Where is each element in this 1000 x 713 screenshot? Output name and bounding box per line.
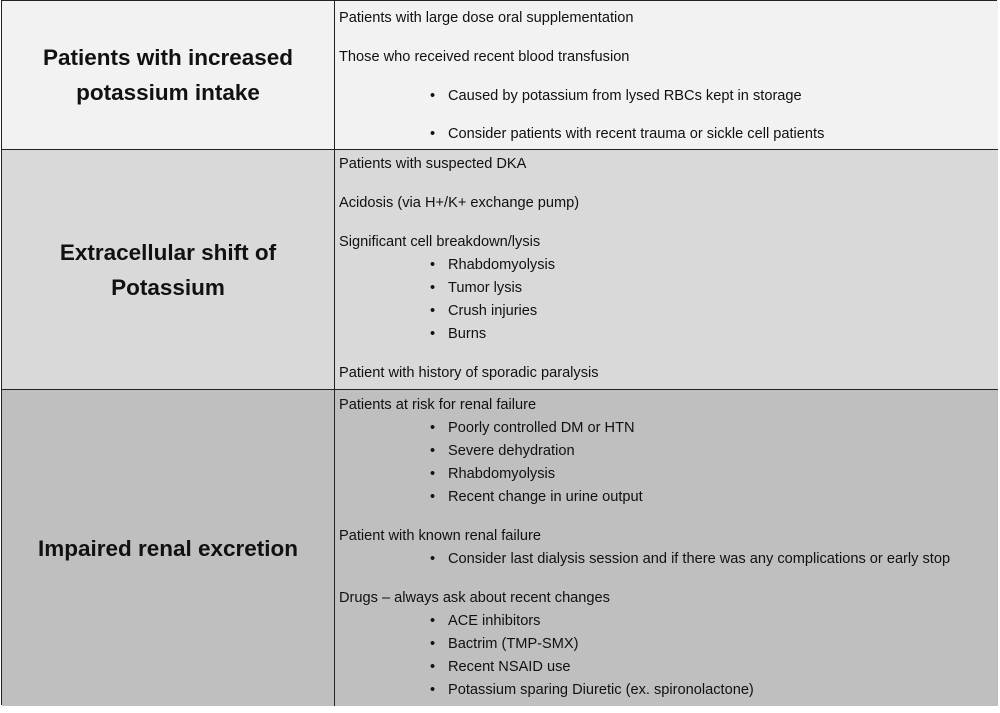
- category-cell: Patients with increased potassium intake: [2, 1, 335, 149]
- table-row-renal-excretion: [2, 390, 998, 706]
- bullet-item: • Severe dehydration: [430, 443, 575, 459]
- bullet-glyph: •: [430, 551, 436, 567]
- detail-item: Patients with large dose oral supplementation: [339, 10, 634, 26]
- bullet-item: • Potassium sparing Diuretic (ex. spironolactone): [430, 682, 754, 698]
- bullet-glyph: •: [430, 466, 436, 482]
- bullet-glyph: •: [430, 88, 436, 104]
- bullet-glyph: •: [430, 682, 436, 698]
- details-cell: [335, 1, 998, 149]
- detail-item: Patients at risk for renal failure: [339, 397, 537, 413]
- table-row-extracellular-shift: [2, 150, 998, 390]
- detail-item: Acidosis (via H+/K+ exchange pump): [339, 195, 580, 211]
- detail-item: Patients with suspected DKA: [339, 156, 527, 172]
- detail-item: Patient with history of sporadic paralysis: [339, 365, 599, 381]
- detail-item: Those who received recent blood transfusion: [339, 49, 630, 65]
- bullet-item: • Burns: [430, 326, 487, 342]
- detail-item: Patient with known renal failure: [339, 528, 541, 544]
- bullet-glyph: •: [430, 257, 436, 273]
- bullet-glyph: •: [430, 326, 436, 342]
- bullet-glyph: •: [430, 489, 436, 505]
- bullet-item: • Tumor lysis: [430, 280, 523, 296]
- bullet-item: • Crush injuries: [430, 303, 538, 319]
- category-cell: Impaired renal excretion: [2, 390, 335, 706]
- bullet-item: • Consider last dialysis session and if there was any complications or early stop: [430, 551, 951, 567]
- bullet-item: • Consider patients with recent trauma or sickle cell patients: [430, 126, 825, 142]
- bullet-item: • Rhabdomyolysis: [430, 466, 556, 482]
- details-cell: [335, 150, 998, 389]
- bullet-glyph: •: [430, 126, 436, 142]
- bullet-item: • Bactrim (TMP-SMX): [430, 636, 579, 652]
- bullet-glyph: •: [430, 443, 436, 459]
- bullet-item: • Recent change in urine output: [430, 489, 643, 505]
- bullet-glyph: •: [430, 636, 436, 652]
- detail-item: Significant cell breakdown/lysis: [339, 234, 541, 250]
- bullet-item: • ACE inhibitors: [430, 613, 541, 629]
- table-row-increased-intake: [2, 1, 998, 150]
- bullet-item: • Recent NSAID use: [430, 659, 571, 675]
- bullet-glyph: •: [430, 613, 436, 629]
- hyperkalemia-causes-table: [1, 0, 997, 705]
- bullet-glyph: •: [430, 659, 436, 675]
- bullet-item: • Caused by potassium from lysed RBCs kept in storage: [430, 88, 802, 104]
- bullet-glyph: •: [430, 420, 436, 436]
- bullet-glyph: •: [430, 280, 436, 296]
- details-cell: [335, 390, 998, 706]
- category-cell: Extracellular shift of Potassium: [2, 150, 335, 389]
- bullet-glyph: •: [430, 303, 436, 319]
- bullet-item: • Rhabdomyolysis: [430, 257, 556, 273]
- detail-item: Drugs – always ask about recent changes: [339, 590, 610, 606]
- bullet-item: • Poorly controlled DM or HTN: [430, 420, 635, 436]
